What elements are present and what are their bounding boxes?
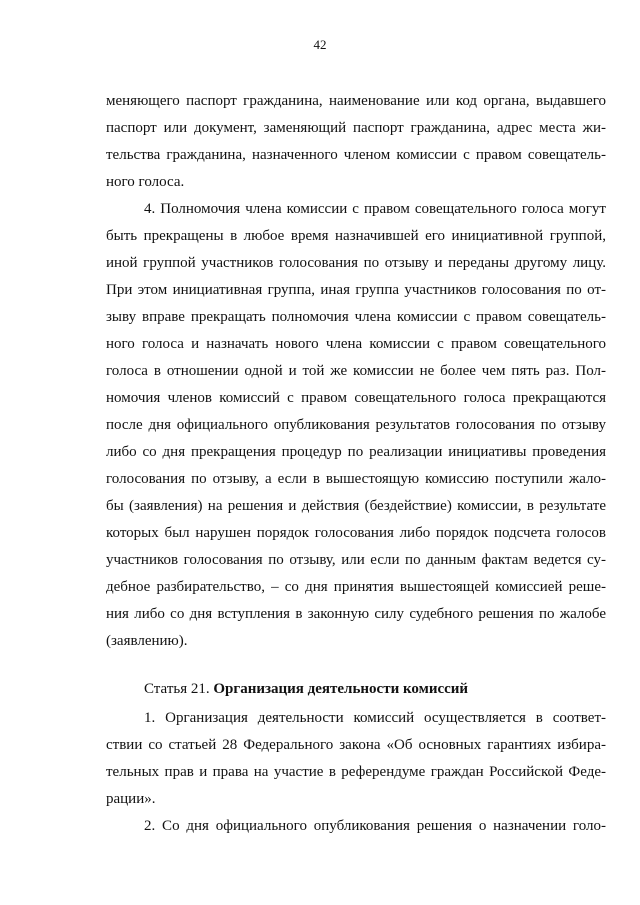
text-line: зыву вправе прекращать полномочия члена комиссии с правом совещатель- [106,309,606,325]
text-line: паспорт или документ, заменяющий паспорт гражданина, адрес места жи- [106,120,606,136]
text-line: (заявлению). [106,633,188,649]
text-line: ствии со статьей 28 Федерального закона «Об основных гарантиях избира- [106,737,606,753]
text-line: номочия членов комиссий с правом совещательного голоса прекращаются [106,390,606,406]
text-line: после дня официального опубликования результатов голосования по отзыву [106,417,606,433]
text-line: ного голоса. [106,174,185,190]
text-line: быть прекращены в любое время назначившей его инициативной группой, [106,228,606,244]
text-line: меняющего паспорт гражданина, наименование или код органа, выдавшего [106,93,606,109]
text-line: либо со дня прекращения процедур по реализации инициативы проведения [106,444,606,460]
text-line: иной группой участников голосования по отзыву и переданы другому лицу. [106,255,606,271]
text-line: участников голосования по отзыву, или если по данным фактам ведется су- [106,552,606,568]
article-label: Статья 21. [144,681,210,697]
text-line: ния либо со дня вступления в законную силу судебного решения по жалобе [106,606,606,622]
text-line: рации». [106,791,156,807]
text-line: тельных прав и права на участие в референдуме граждан Российской Феде- [106,764,606,780]
text-line: голосования по отзыву, а если в вышестоящую комиссию поступили жало- [106,471,606,487]
article-heading [144,680,606,698]
text-line: которых был нарушен порядок голосования либо порядок подсчета голосов [106,525,606,541]
text-line: 2. Со дня официального опубликования решения о назначении голо- [144,818,606,834]
article-title: Организация деятельности комиссий [213,681,469,697]
text-line: тельства гражданина, назначенного членом комиссии с правом совещатель- [106,147,606,163]
text-line: голоса в отношении одной и той же комиссии не более чем пять раз. Пол- [106,363,606,379]
page-number: 42 [313,37,327,52]
text-line: ного голоса и назначать нового члена комиссии с правом совещательного [106,336,606,352]
text-line: 4. Полномочия члена комиссии с правом совещательного голоса могут [144,201,606,217]
text-line: При этом инициативная группа, иная группа участников голосования по от- [106,282,606,298]
text-line: дебное разбирательство, – со дня принятия вышестоящей комиссией реше- [106,579,606,595]
text-line: бы (заявления) на решения и действия (бездействие) комиссии, в результате [106,498,606,514]
text-line: 1. Организация деятельности комиссий осуществляется в соответ- [144,710,606,726]
